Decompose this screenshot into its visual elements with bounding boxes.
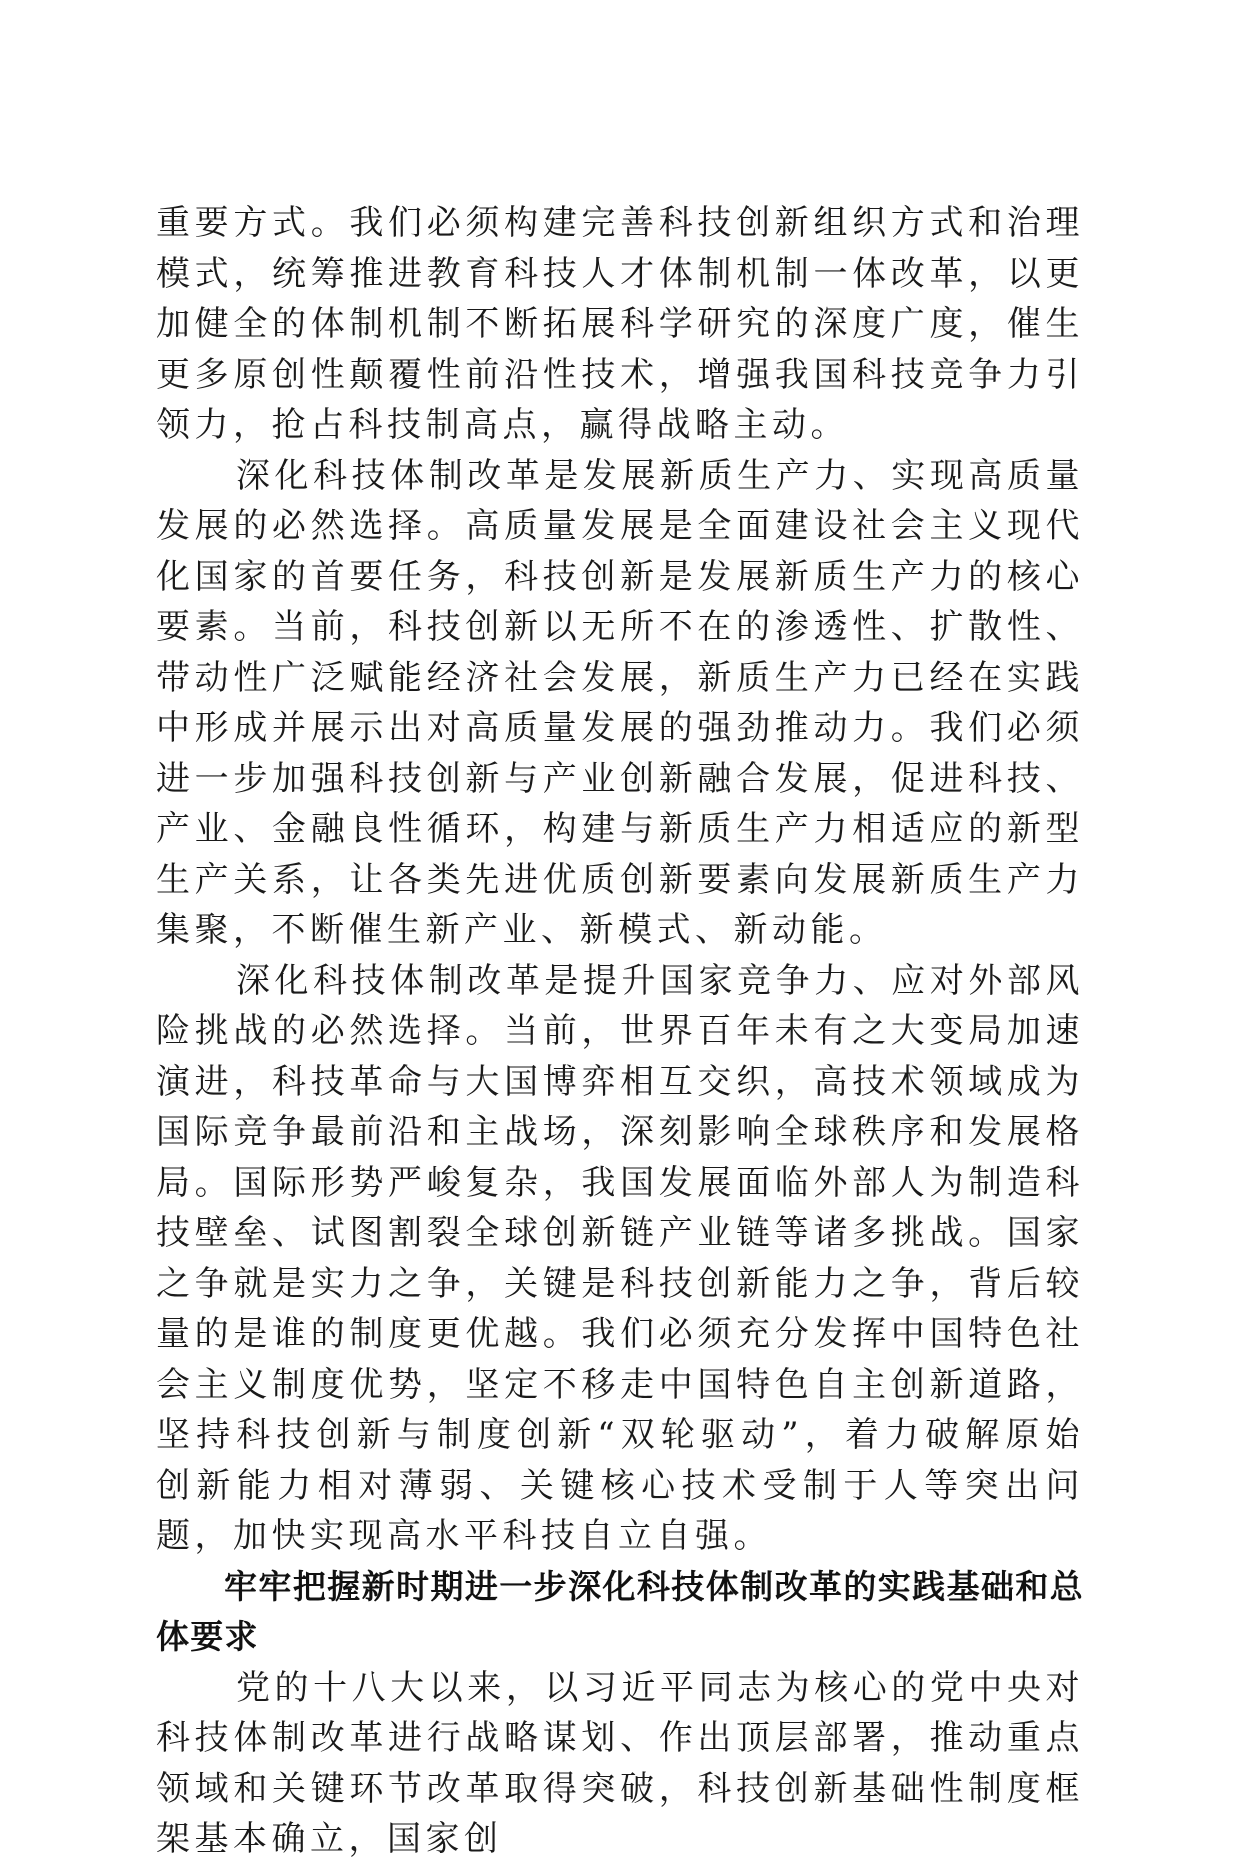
paragraph-continuation: 重要方式。我们必须构建完善科技创新组织方式和治理模式，统筹推进教育科技人才体制机制一体改革，以更加健全的体制机制不断拓展科学研究的深度广度，催生更多原创性颠覆性前沿性技术，增强我国科技竞争力引领力，抢占科技制高点，赢得战略主动。 [156, 203, 1084, 445]
paragraph-national-competitiveness: 深化科技体制改革是提升国家竞争力、应对外部风险挑战的必然选择。当前，世界百年未有之大变局加速演进，科技革命与大国博弈相互交织，高技术领域成为国际竞争最前沿和主战场，深刻影响全球秩序和发展格局。国际形势严峻复杂，我国发展面临外部人为制造科技壁垒、试图割裂全球创新链产业链等诸多挑战。国家之争就是实力之争，关键是科技创新能力之争，背后较量的是谁的制度更优越。我们必须充分发挥中国特色社会主义制度优势，坚定不移走中国特色自主创新道路，坚持科技创新与制度创新“双轮驱动”，着力破解原始创新能力相对薄弱、关键核心技术受制于人等突出问题，加快实现高水平科技自立自强。 [156, 960, 1084, 1556]
paragraph-new-productivity: 深化科技体制改革是发展新质生产力、实现高质量发展的必然选择。高质量发展是全面建设社会主义现代化国家的首要任务，科技创新是发展新质生产力的核心要素。当前，科技创新以无所不在的渗透性、扩散性、带动性广泛赋能经济社会发展，新质生产力已经在实践中形成并展示出对高质量发展的强劲推动力。我们必须进一步加强科技创新与产业创新融合发展，促进科技、产业、金融良性循环，构建与新质生产力相适应的新型生产关系，让各类先进优质创新要素向发展新质生产力集聚，不断催生新产业、新模式、新动能。 [156, 455, 1084, 950]
paragraph-since-18th-congress: 党的十八大以来，以习近平同志为核心的党中央对科技体制改革进行战略谋划、作出顶层部署，推动重点领域和关键环节改革取得突破，科技创新基础性制度框架基本确立，国家创 [156, 1667, 1084, 1859]
section-heading: 牢牢把握新时期进一步深化科技体制改革的实践基础和总体要求 [156, 1566, 1084, 1656]
document-page [156, 198, 1084, 1865]
